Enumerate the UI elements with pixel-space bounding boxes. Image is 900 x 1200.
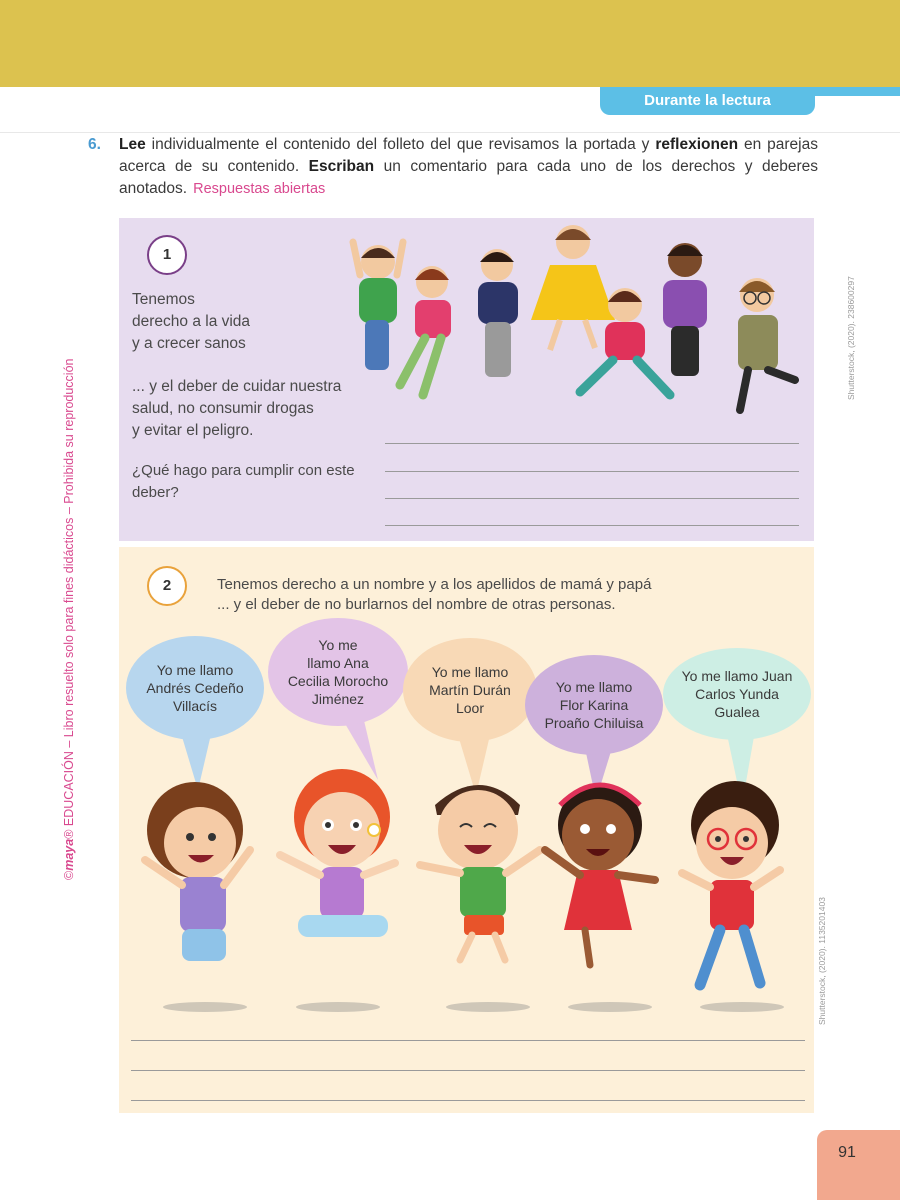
kid-andres (145, 782, 250, 961)
photo-credit-2: Shutterstock, (2020). 1135201403 (817, 897, 827, 1025)
copyright-text: EDUCACIÓN – Libro resuelto solo para fines didácticos – Prohibida su reproducción (62, 358, 76, 830)
question-part-2: en parejas acerca de su contenido. (119, 136, 818, 175)
item-1-number: 1 (147, 235, 187, 275)
question-number: 6. (88, 136, 101, 153)
five-kids-illustration (120, 755, 810, 1020)
bubble-line: Yo me llamo (156, 662, 234, 678)
duty-line: ... y el deber de cuidar nuestra (132, 378, 342, 395)
bubble-line: Yo me llamo Juan (681, 668, 793, 684)
question-line: ¿Qué hago para cumplir con este (132, 462, 355, 479)
bubble-line: Loor (455, 700, 484, 716)
answer-line[interactable] (131, 1070, 805, 1071)
statement-line: Tenemos derecho a un nombre y a los apellidos de mamá y papá (217, 576, 652, 593)
bubble-line: Yo me (318, 637, 358, 653)
kid-ana (280, 769, 395, 937)
page-number: 91 (838, 1144, 856, 1161)
name-bubble-martin (403, 638, 537, 742)
verb-lee: Lee (119, 136, 146, 153)
photo-credit-1: Shutterstock, (2020). 238600297 (846, 276, 856, 400)
kid-martin (420, 785, 540, 960)
answer-note: Respuestas abiertas (193, 181, 326, 197)
duty-line: y evitar el peligro. (132, 422, 254, 439)
answer-line[interactable] (131, 1040, 805, 1041)
name-bubble-juan (663, 648, 811, 740)
page-number-tab (817, 1130, 900, 1200)
name-bubble-andres (126, 636, 264, 740)
statement-line: ... y el deber de no burlarnos del nombre de otras personas. (217, 596, 616, 613)
shadow (700, 1002, 784, 1012)
question-part-3: un comentario para cada uno de los derechos y deberes anotados. (119, 158, 818, 197)
item-2-number: 2 (147, 566, 187, 606)
verb-escriban: Escriban (308, 158, 375, 175)
bubble-line: Martín Durán (429, 682, 511, 698)
kid-flor (545, 783, 655, 965)
section-tab-label: Durante la lectura (644, 92, 771, 109)
question-line: deber? (132, 484, 179, 501)
bubble-line: Carlos Yunda (695, 686, 779, 702)
verb-reflexionen: reflexionen (655, 136, 739, 153)
bubble-line: Jiménez (311, 691, 365, 707)
bubble-line: Villacís (172, 698, 218, 714)
right-line: y a crecer sanos (132, 335, 246, 352)
answer-line[interactable] (131, 1100, 805, 1101)
shadow (446, 1002, 530, 1012)
bubble-line: Flor Karina (559, 697, 629, 713)
bubble-line: Cecilia Morocho (287, 673, 389, 689)
bubble-line: Yo me llamo (555, 679, 633, 695)
duty-line: salud, no consumir drogas (132, 400, 314, 417)
bubble-line: Proaño Chiluisa (544, 715, 644, 731)
name-bubble-flor (525, 655, 663, 755)
bubble-line: Andrés Cedeño (146, 680, 244, 696)
shadow (163, 1002, 247, 1012)
bubble-line: Gualea (714, 704, 760, 720)
brand-logo: maya (62, 838, 76, 871)
name-bubble-ana (268, 618, 408, 726)
kid-juan (682, 781, 780, 985)
shadow (296, 1002, 380, 1012)
right-line: derecho a la vida (132, 313, 251, 330)
registered-mark: ® (62, 829, 76, 839)
shadow (568, 1002, 652, 1012)
right-line: Tenemos (132, 291, 195, 308)
bubble-line: Yo me llamo (431, 664, 509, 680)
bubble-line: llamo Ana (307, 655, 369, 671)
question-part-1: individualmente el contenido del folleto del que revisamos la portada y (145, 136, 656, 153)
copyright-symbol: © (62, 870, 76, 880)
